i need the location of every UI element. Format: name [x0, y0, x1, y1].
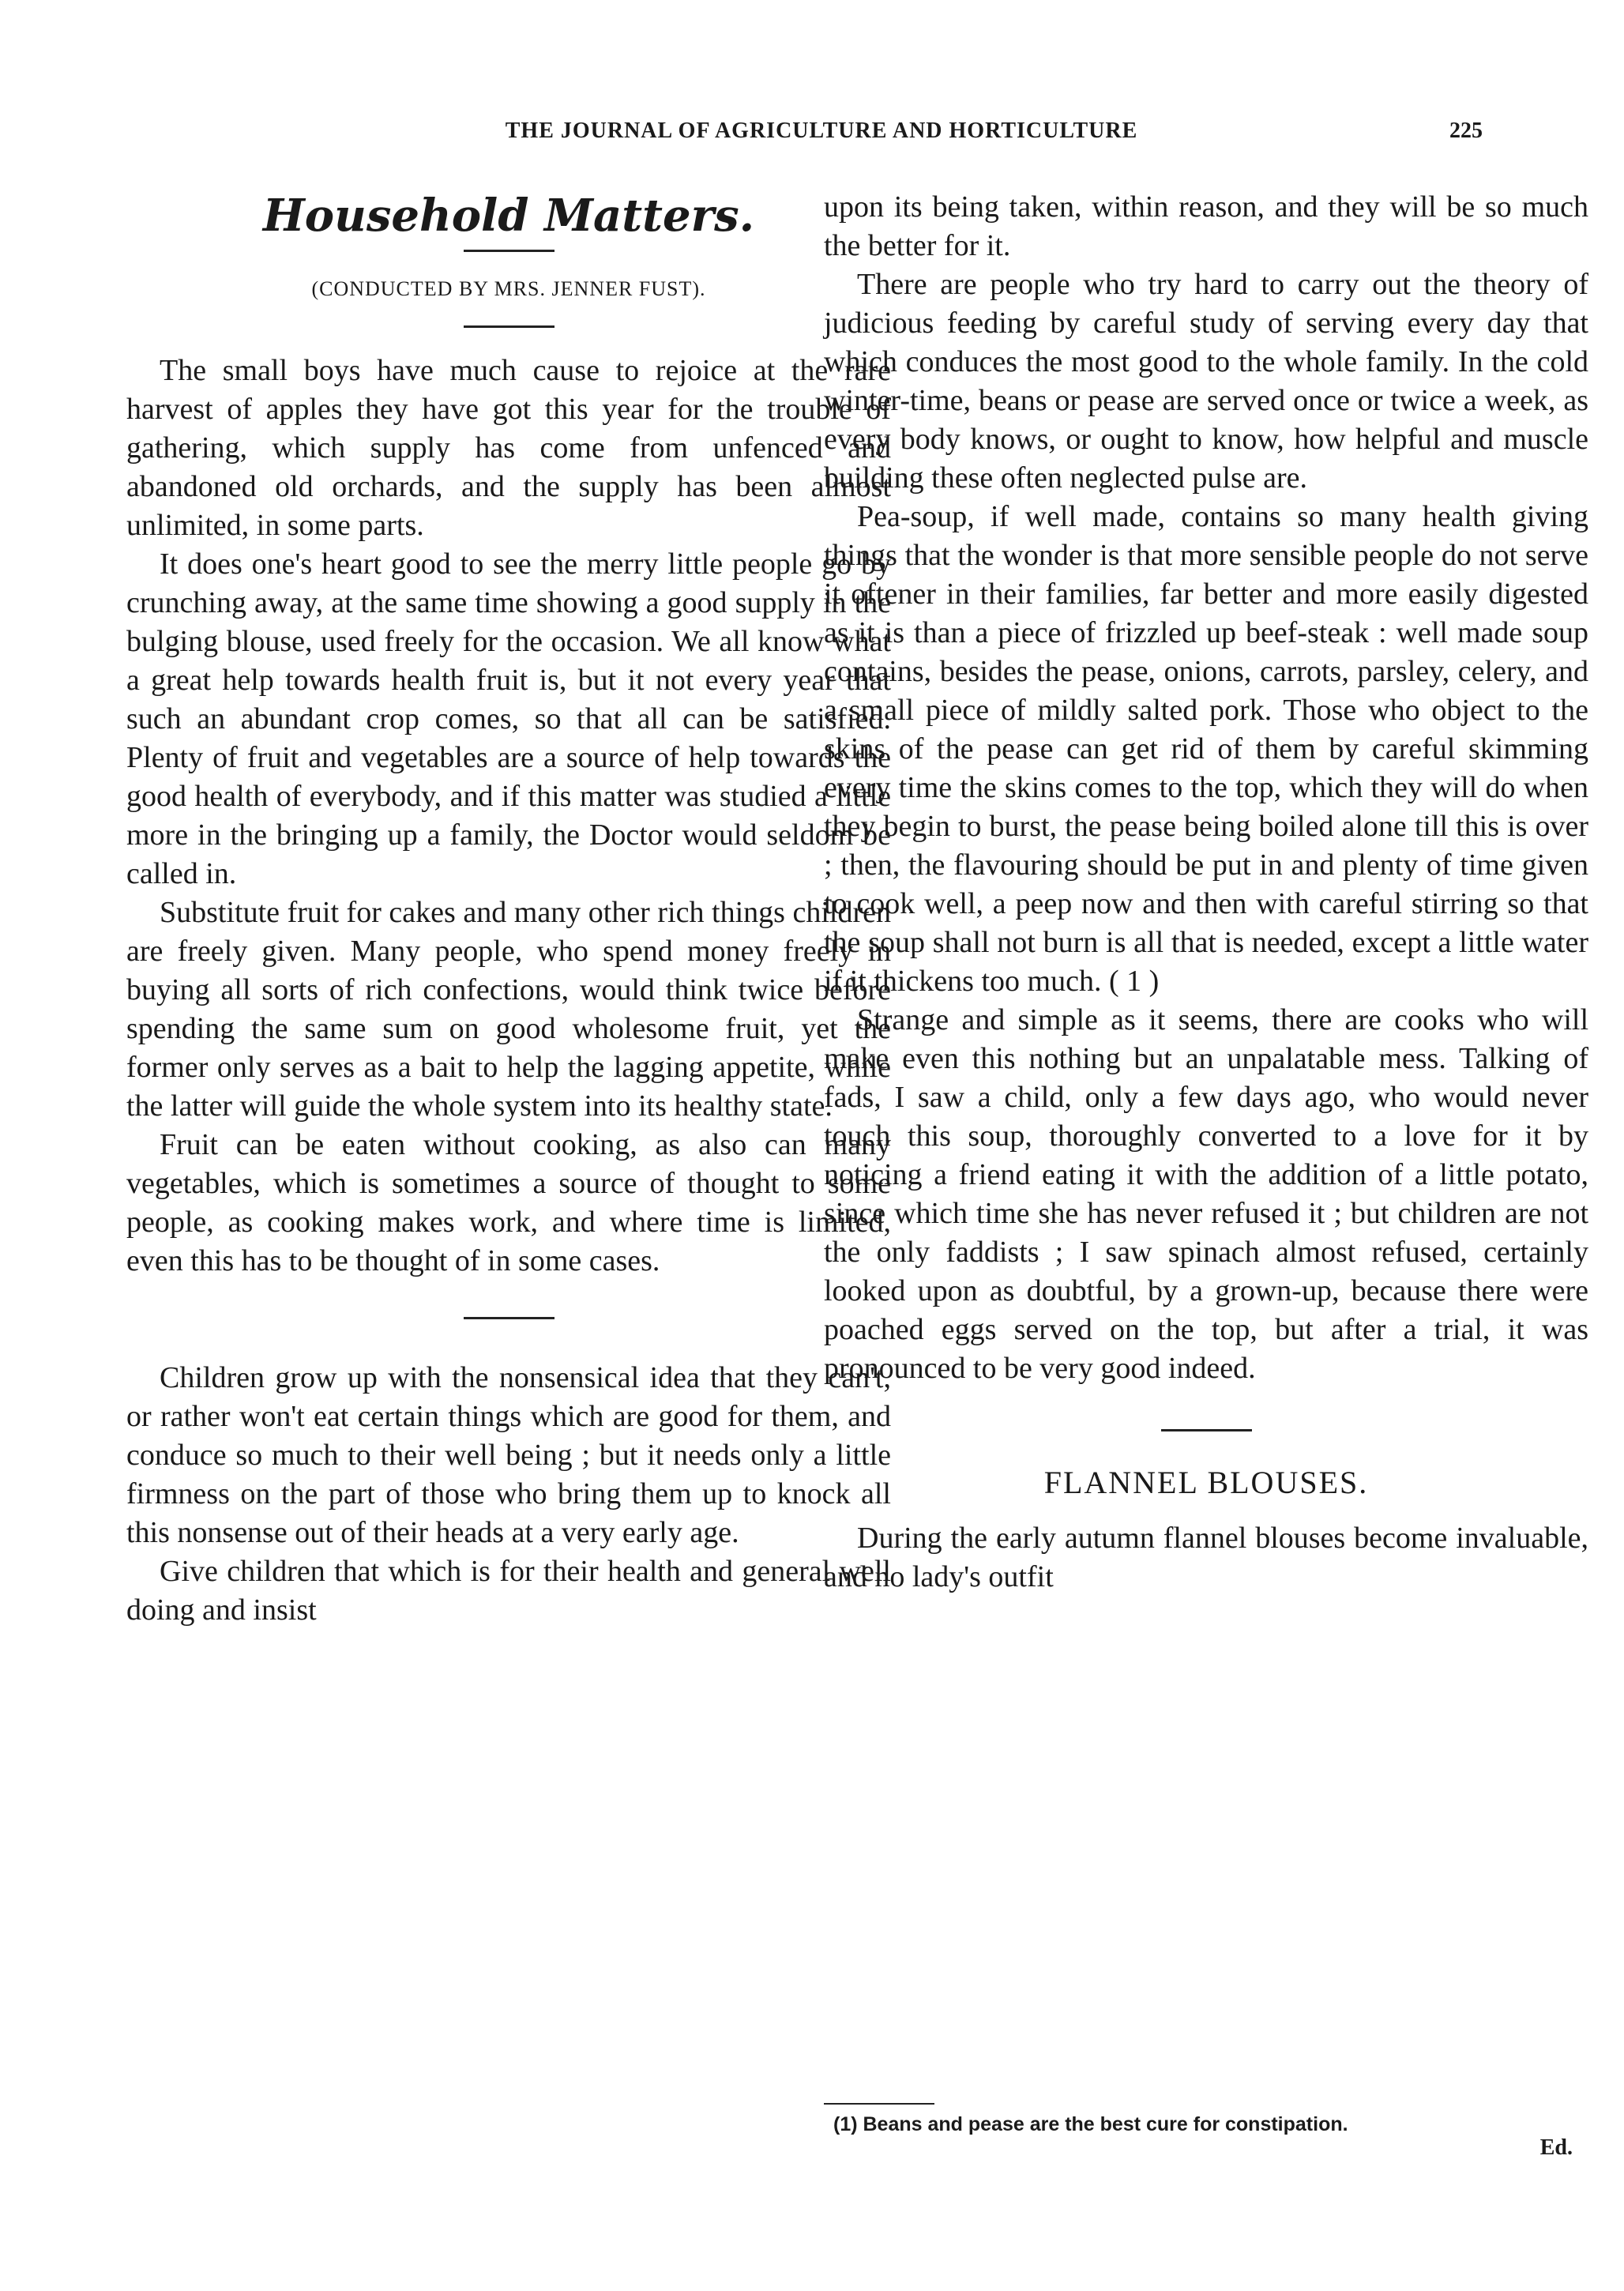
journal-title: THE JOURNAL OF AGRICULTURE AND HORTICULTURE: [505, 118, 1138, 143]
paragraph: Strange and simple as it seems, there are cooks who will make even this nothing but an unpalatable mess. Talking of fads, I saw a child, only a few days ago, who would never touch this soup, thoroughly converted to a love for it by noticing a friend eating it with the addition of a little potato, since which time she has never refused it ; but children are not the only faddists ; I saw spinach almost refused, certainly looked upon as doubtful, by a grown-up, because there were poached eggs served on the top, but after a trial, it was pronounced to be very good indeed.: [824, 1003, 1588, 1385]
paragraph: Fruit can be eaten without cooking, as also can many vegetables, which is sometimes a source of thought to some people, as cooking makes work, and where time is limited, even this has to be thought of in some cases.: [126, 1128, 891, 1277]
paragraph: It does one's heart good to see the merry little people go by crunching away, at the same time showing a good supply in the bulging blouse, used freely for the occasion. We all know what a great help towards health fruit is, but it not every year that such an abundant crop comes, so that all can be satisfied. Plenty of fruit and vegetables are a source of help towards the good health of everybody, and if this matter was studied a little more in the bringing up a family, the Doctor would seldom be called in.: [126, 547, 891, 890]
paragraph: Children grow up with the nonsensical idea that they can't, or rather won't eat certain things which are good for them, and conduce so much to their well being ; but it needs only a little firmness on the part of those who bring them up to knock all this nonsense out of their heads at a very early age.: [126, 1361, 891, 1549]
paragraph: The small boys have much cause to rejoice at the rare harvest of apples they have got this year for the trouble of gathering, which supply has come from unfenced and abandoned old orchards, and the supply has been almost unlimited, in some parts.: [126, 354, 891, 542]
footnote: [824, 2103, 1588, 2160]
footnote-rule: [824, 2103, 934, 2105]
right-column: [824, 188, 1588, 1597]
conductor-line: (CONDUCTED BY MRS. JENNER FUST).: [311, 277, 706, 300]
footnote-signature: Ed.: [1539, 2135, 1573, 2160]
section-divider: [1161, 1429, 1252, 1431]
title-rule: [464, 250, 554, 252]
page-number: 225: [1449, 118, 1483, 143]
paragraph: There are people who try hard to carry out the theory of judicious feeding by careful study of serving every day that which conduces the most good to the whole family. In the cold winter-time, beans or pease are served once or twice a week, as every body knows, or ought to know, how helpful and muscle building these often neglected pulse are.: [824, 268, 1588, 495]
paragraph: Give children that which is for their health and general well doing and insist: [126, 1555, 891, 1627]
paragraph: During the early autumn flannel blouses become invaluable, and no lady's outfit: [824, 1522, 1588, 1593]
footnote-text: (1) Beans and pease are the best cure for constipation.: [833, 2113, 1348, 2135]
conductor-rule: [464, 325, 554, 328]
section-title: Household Matters.: [262, 190, 755, 242]
paragraph-continuation: upon its being taken, within reason, and they will be so much the better for it.: [824, 190, 1588, 262]
subsection-title: FLANNEL BLOUSES.: [1043, 1465, 1369, 1500]
section-divider: [464, 1317, 554, 1319]
running-head: [0, 118, 1624, 150]
paragraph: Pea-soup, if well made, contains so many health giving things that the wonder is that more sensible people do not serve it oftener in their families, far better and more easily digested as it is than a piece of frizzled up beef-steak : well made soup contains, besides the pease, onions, carrots, parsley, celery, and a small piece of mildly salted pork. Those who object to the skins of the pease can get rid of them by careful skimming every time the skins comes to the top, which they will do when they begin to burst, the pease being boiled alone till this is over ; then, the flavouring should be put in and plenty of time given to cook well, a peep now and then with careful stirring so that the soup shall not burn is all that is needed, except a little water if it thickens too much. ( 1 ): [824, 500, 1588, 998]
left-column: [126, 188, 891, 1630]
paragraph: Substitute fruit for cakes and many other rich things children are freely given. Many people, who spend money freely in buying all sorts of rich confections, would think twice before spending the same sum on good wholesome fruit, yet the former only serves as a bait to help the lagging appetite, while the latter will guide the whole system into its healthy state.: [126, 896, 891, 1123]
